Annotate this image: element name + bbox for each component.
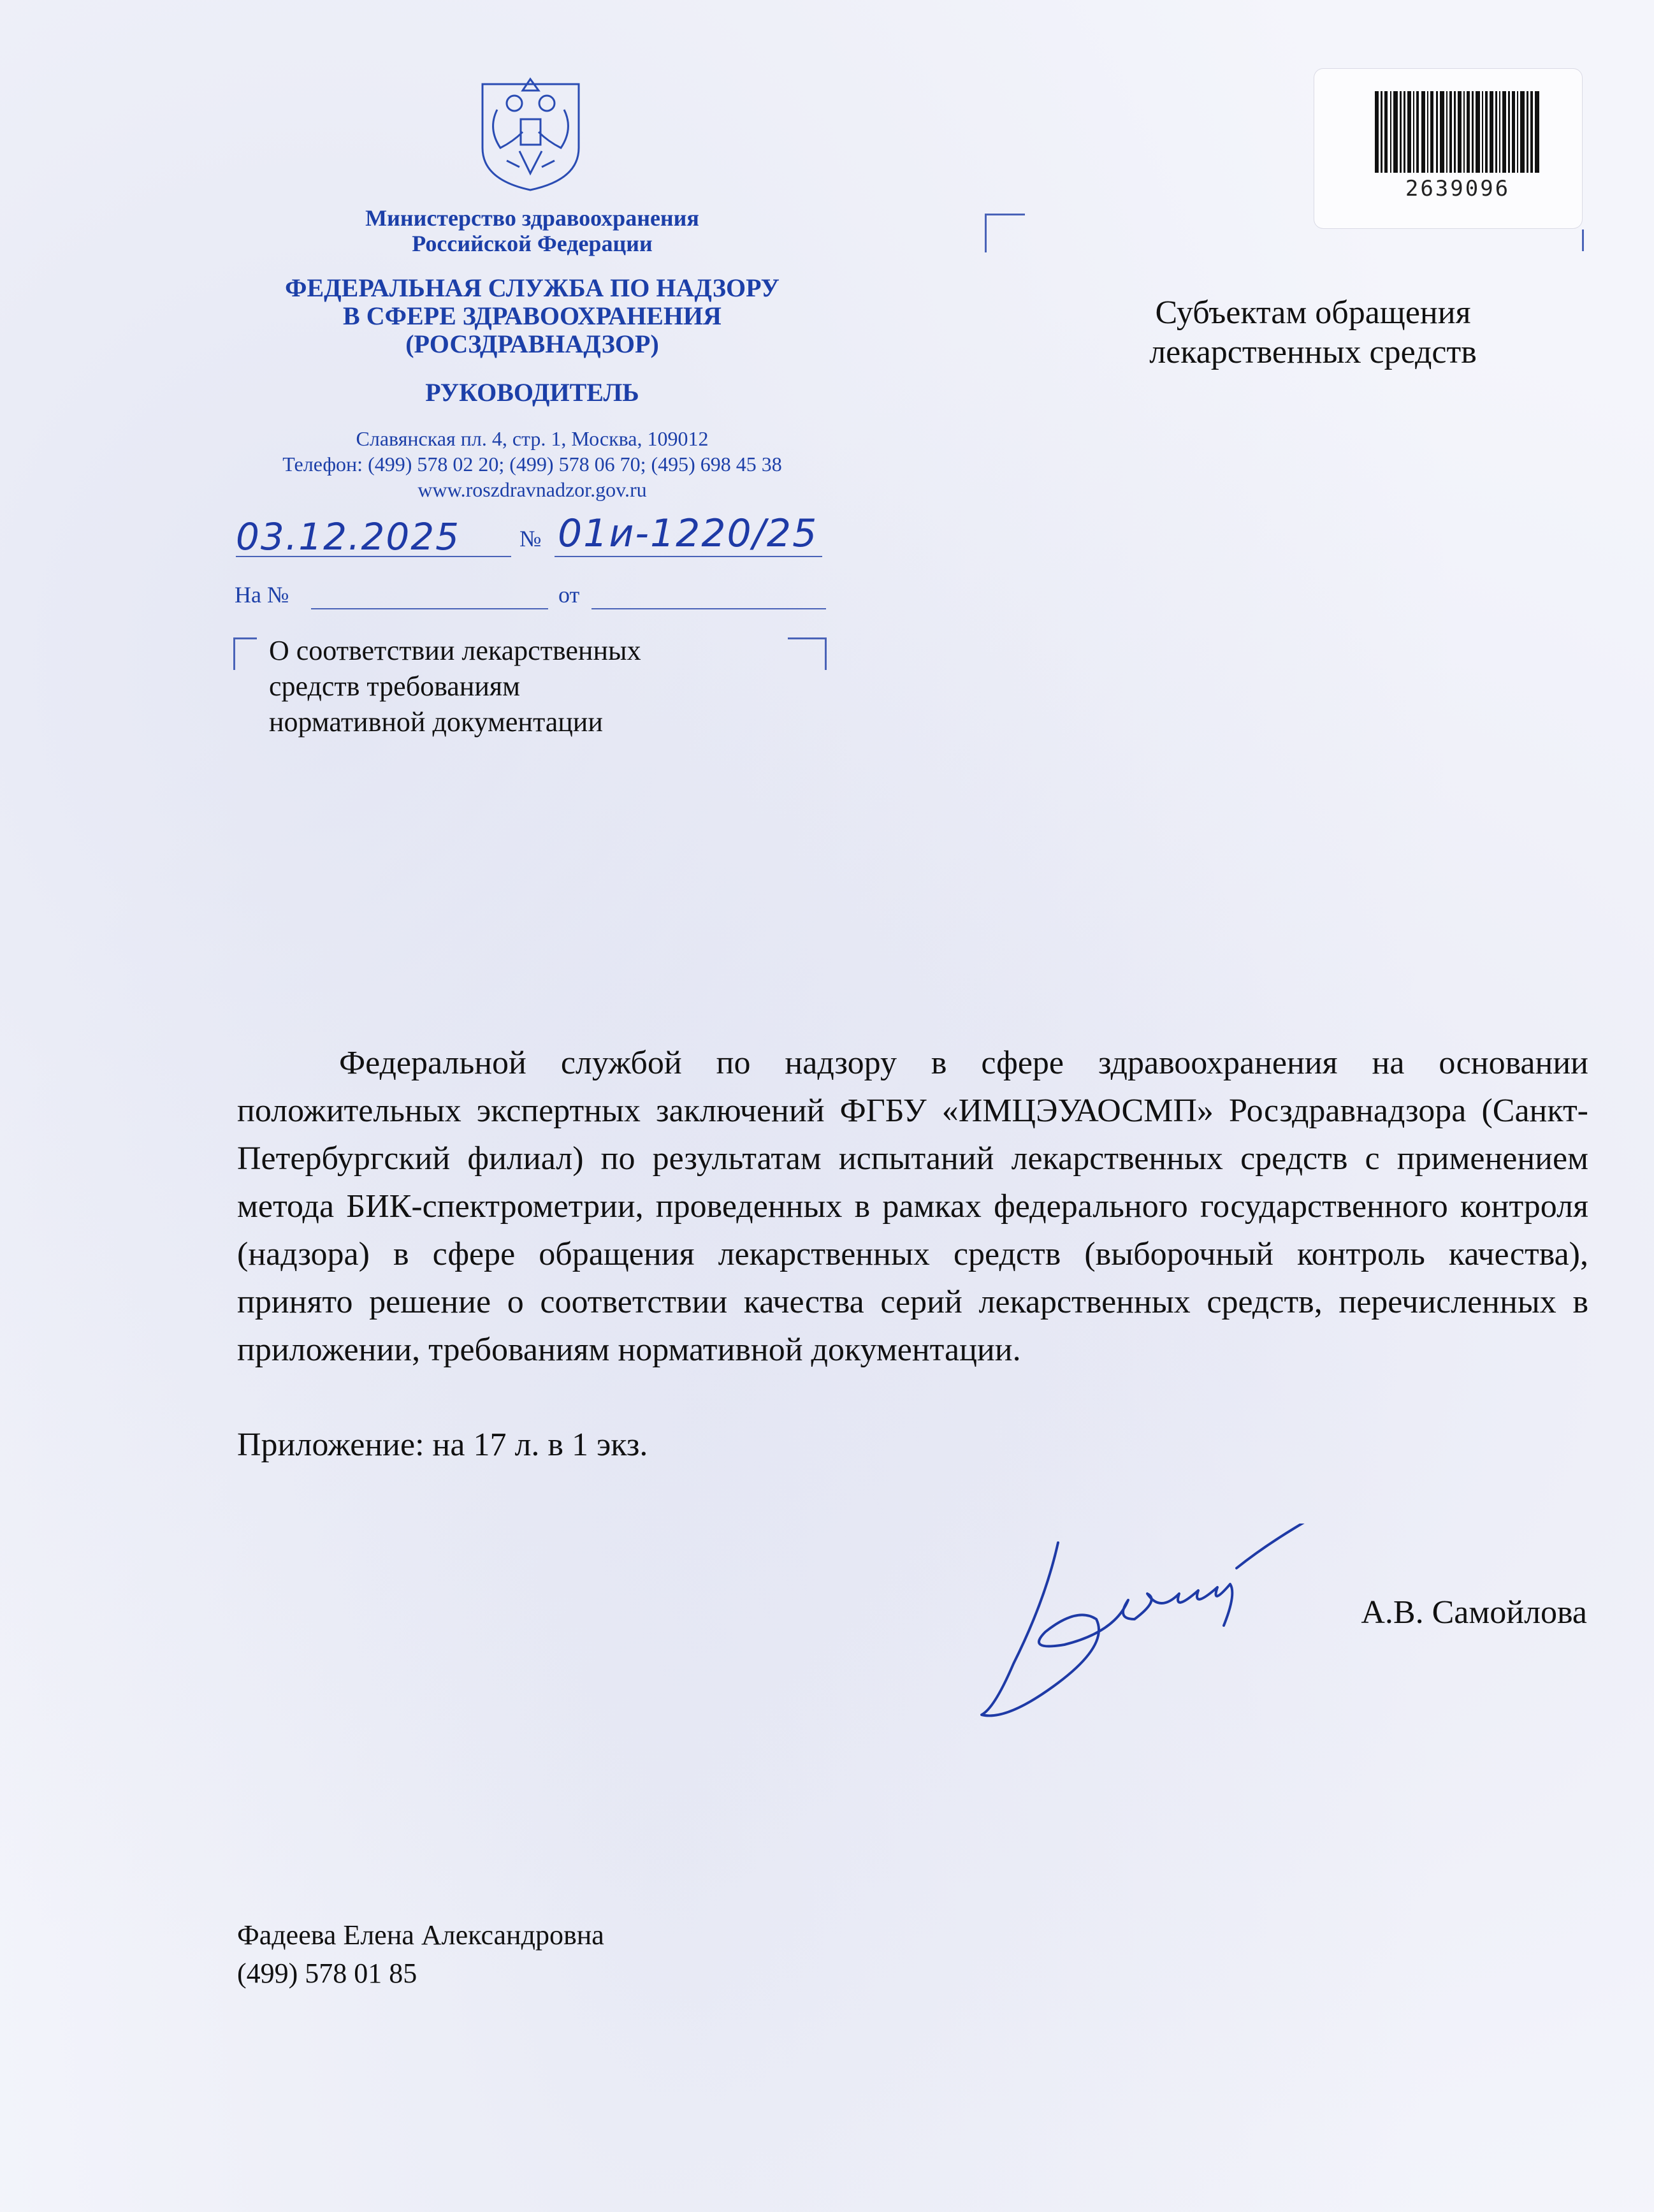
coat-of-arms-icon	[475, 71, 586, 193]
subject-line-3: нормативной документации	[269, 706, 603, 738]
executor-block	[237, 1916, 604, 1993]
reference-from-label: от	[558, 582, 580, 608]
service-line-3: (РОСЗДРАВНАДЗОР)	[405, 330, 659, 358]
recipient-line-2: лекарственных средств	[1149, 334, 1477, 370]
website-link[interactable]: www.roszdravnadzor.gov.ru	[417, 478, 647, 501]
signer-name: А.В. Самойлова	[1361, 1594, 1587, 1631]
recipient-block	[1084, 293, 1542, 372]
ministry-line-1: Министерство здравоохранения	[365, 205, 699, 231]
subject-bracket-right	[788, 637, 827, 670]
subject-line-1: О соответствии лекарственных	[269, 635, 641, 666]
service-line-2: В СФЕРЕ ЗДРАВООХРАНЕНИЯ	[343, 302, 722, 330]
subject-block	[269, 633, 792, 740]
barcode-number: 2639096	[1405, 176, 1511, 201]
address-line: Славянская пл. 4, стр. 1, Москва, 109012	[356, 427, 709, 450]
number-sign: №	[519, 526, 542, 551]
registration-number: 01и-1220/25	[558, 511, 818, 556]
reference-label: На №	[235, 582, 289, 608]
recipient-bracket-right	[1582, 229, 1584, 251]
handwritten-signature	[969, 1524, 1351, 1734]
executor-phone: (499) 578 01 85	[237, 1958, 417, 1989]
reference-number-line	[311, 608, 548, 609]
phone-line: Телефон: (499) 578 02 20; (499) 578 06 70; (495) 698 45 38	[282, 453, 782, 476]
service-line-1: ФЕДЕРАЛЬНАЯ СЛУЖБА ПО НАДЗОРУ	[285, 273, 780, 302]
letter-body: Федеральной службой по надзору в сфере здравоохранения на основании положительных экспертных заключений ФГБУ «ИМЦЭУАОСМП» Росздравнадзора (Санкт-Петербургский филиал) по результатам испытаний лекарственных средств с применением метода БИК-спектрометрии, проведенных в рамках федерального государственного контроля (надзора) в сфере обращения лекарственных средств (выборочный контроль качества), принято решение о соответствии качества серий лекарственных средств, перечисленных в приложении, требованиям нормативной документации.	[237, 1045, 1588, 1368]
reference-date-line	[591, 608, 826, 609]
ministry-name	[268, 205, 797, 256]
head-title: РУКОВОДИТЕЛЬ	[425, 378, 639, 407]
date-underline	[236, 556, 511, 557]
recipient-line-1: Субъектам обращения	[1155, 295, 1471, 331]
registration-date: 03.12.2025	[236, 515, 461, 558]
contact-block	[229, 426, 835, 502]
service-name	[229, 274, 835, 358]
executor-name: Фадеева Елена Александровна	[237, 1919, 604, 1951]
attachment-note: Приложение: на 17 л. в 1 экз.	[237, 1427, 648, 1463]
subject-line-2: средств требованиям	[269, 671, 520, 702]
subject-bracket-left	[233, 637, 257, 670]
barcode-icon	[1375, 91, 1539, 173]
barcode-sticker	[1314, 69, 1582, 228]
ministry-line-2: Российской Федерации	[412, 231, 653, 256]
number-underline	[555, 556, 822, 557]
recipient-bracket-left	[985, 214, 1025, 252]
